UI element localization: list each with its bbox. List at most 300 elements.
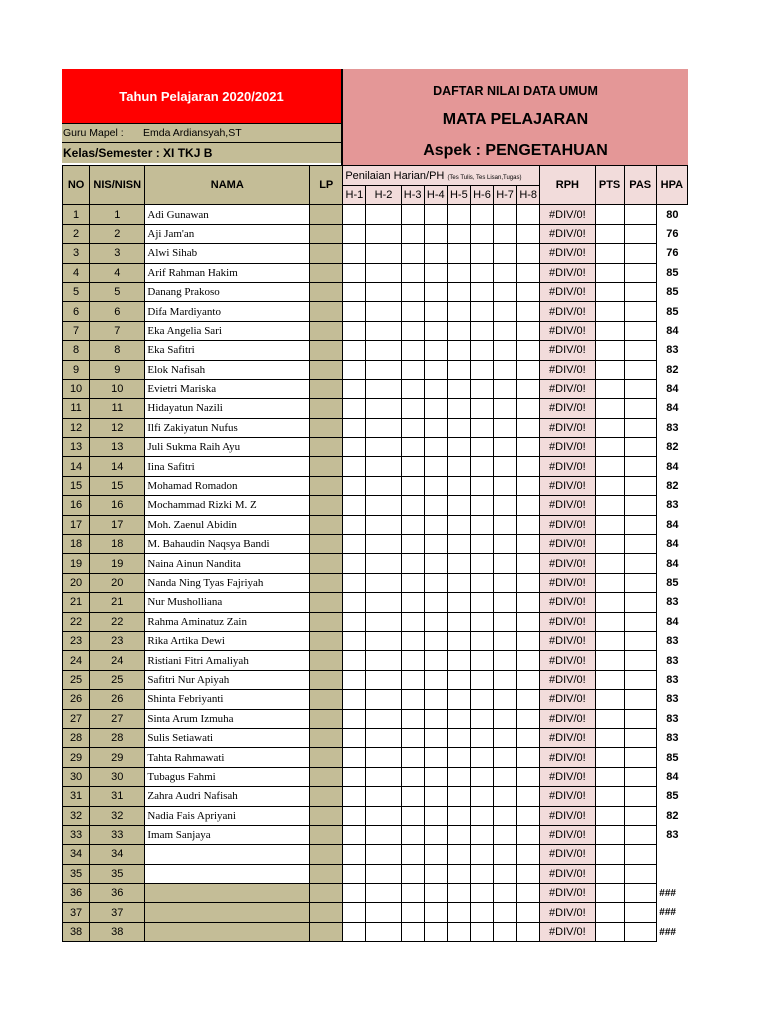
row-pas[interactable] [624,321,656,340]
row-h-4[interactable] [424,418,447,437]
row-nama[interactable]: Rahma Aminatuz Zain [145,612,310,631]
row-h-4[interactable] [424,535,447,554]
row-h-4[interactable] [424,748,447,767]
row-lp[interactable] [310,806,343,825]
row-h-5[interactable] [447,282,470,301]
row-pts[interactable] [595,612,624,631]
row-nama[interactable]: Zahra Audri Nafisah [145,787,310,806]
row-h-7[interactable] [494,418,517,437]
row-pas[interactable] [624,787,656,806]
row-pts[interactable] [595,728,624,747]
row-h-6[interactable] [470,884,493,903]
row-h-1[interactable] [343,593,366,612]
row-h-7[interactable] [494,360,517,379]
row-h-6[interactable] [470,224,493,243]
row-h-6[interactable] [470,922,493,941]
row-pts[interactable] [595,457,624,476]
row-h-4[interactable] [424,224,447,243]
row-h-5[interactable] [447,515,470,534]
row-pas[interactable] [624,825,656,844]
row-pts[interactable] [595,670,624,689]
row-pas[interactable] [624,864,656,883]
row-pts[interactable] [595,418,624,437]
row-h-5[interactable] [447,244,470,263]
row-h-7[interactable] [494,379,517,398]
row-nama[interactable]: Danang Prakoso [145,282,310,301]
row-lp[interactable] [310,263,343,282]
row-h-8[interactable] [517,418,540,437]
row-h-7[interactable] [494,457,517,476]
row-h-1[interactable] [343,787,366,806]
row-nama[interactable]: Alwi Sihab [145,244,310,263]
row-h-7[interactable] [494,321,517,340]
row-h-7[interactable] [494,728,517,747]
row-h-5[interactable] [447,399,470,418]
row-lp[interactable] [310,767,343,786]
row-nama[interactable]: Evietri Mariska [145,379,310,398]
row-h-7[interactable] [494,282,517,301]
row-pts[interactable] [595,903,624,922]
row-h-7[interactable] [494,651,517,670]
row-h-4[interactable] [424,767,447,786]
row-pts[interactable] [595,302,624,321]
row-h-4[interactable] [424,787,447,806]
row-h-7[interactable] [494,438,517,457]
row-pas[interactable] [624,224,656,243]
row-h-6[interactable] [470,244,493,263]
row-h-7[interactable] [494,806,517,825]
row-lp[interactable] [310,205,343,224]
row-h-8[interactable] [517,825,540,844]
row-lp[interactable] [310,496,343,515]
row-h-2[interactable] [366,360,401,379]
row-lp[interactable] [310,476,343,495]
row-h-1[interactable] [343,263,366,282]
row-pas[interactable] [624,612,656,631]
row-h-8[interactable] [517,884,540,903]
row-h-4[interactable] [424,825,447,844]
row-h-6[interactable] [470,748,493,767]
row-h-2[interactable] [366,903,401,922]
row-h-5[interactable] [447,476,470,495]
row-h-4[interactable] [424,806,447,825]
row-nama[interactable] [145,922,310,941]
row-h-5[interactable] [447,418,470,437]
row-h-6[interactable] [470,825,493,844]
row-nama[interactable]: Shinta Febriyanti [145,690,310,709]
row-pas[interactable] [624,631,656,650]
row-nama[interactable]: Hidayatun Nazili [145,399,310,418]
row-pts[interactable] [595,438,624,457]
row-h-3[interactable] [401,728,424,747]
row-h-8[interactable] [517,690,540,709]
row-nama[interactable]: Tahta Rahmawati [145,748,310,767]
row-h-2[interactable] [366,244,401,263]
row-nama[interactable]: Arif Rahman Hakim [145,263,310,282]
row-h-2[interactable] [366,457,401,476]
row-h-8[interactable] [517,438,540,457]
row-pts[interactable] [595,825,624,844]
row-lp[interactable] [310,282,343,301]
row-lp[interactable] [310,709,343,728]
row-h-5[interactable] [447,573,470,592]
row-h-4[interactable] [424,728,447,747]
row-pas[interactable] [624,903,656,922]
row-h-4[interactable] [424,864,447,883]
row-nama[interactable] [145,903,310,922]
row-pas[interactable] [624,360,656,379]
row-h-7[interactable] [494,709,517,728]
row-lp[interactable] [310,748,343,767]
row-h-6[interactable] [470,593,493,612]
row-pas[interactable] [624,709,656,728]
row-pas[interactable] [624,379,656,398]
row-pas[interactable] [624,593,656,612]
row-h-4[interactable] [424,515,447,534]
row-h-5[interactable] [447,903,470,922]
row-h-5[interactable] [447,341,470,360]
row-h-7[interactable] [494,845,517,864]
row-h-6[interactable] [470,496,493,515]
row-h-5[interactable] [447,728,470,747]
row-h-8[interactable] [517,903,540,922]
row-pts[interactable] [595,709,624,728]
row-lp[interactable] [310,845,343,864]
row-h-3[interactable] [401,496,424,515]
row-lp[interactable] [310,418,343,437]
row-h-3[interactable] [401,476,424,495]
row-h-4[interactable] [424,884,447,903]
row-nama[interactable]: Sinta Arum Izmuha [145,709,310,728]
row-h-4[interactable] [424,709,447,728]
row-h-2[interactable] [366,399,401,418]
row-h-1[interactable] [343,399,366,418]
row-pas[interactable] [624,748,656,767]
row-lp[interactable] [310,321,343,340]
row-lp[interactable] [310,631,343,650]
row-h-4[interactable] [424,399,447,418]
row-h-4[interactable] [424,476,447,495]
row-h-5[interactable] [447,709,470,728]
row-pas[interactable] [624,399,656,418]
row-h-8[interactable] [517,379,540,398]
row-h-7[interactable] [494,515,517,534]
row-h-1[interactable] [343,806,366,825]
row-h-8[interactable] [517,864,540,883]
row-h-3[interactable] [401,263,424,282]
row-h-8[interactable] [517,321,540,340]
row-nama[interactable]: Mochammad Rizki M. Z [145,496,310,515]
row-pas[interactable] [624,457,656,476]
row-h-5[interactable] [447,457,470,476]
row-h-2[interactable] [366,593,401,612]
row-h-6[interactable] [470,903,493,922]
row-h-7[interactable] [494,787,517,806]
row-h-6[interactable] [470,263,493,282]
row-h-4[interactable] [424,457,447,476]
row-pas[interactable] [624,767,656,786]
row-h-2[interactable] [366,341,401,360]
row-pas[interactable] [624,263,656,282]
row-h-8[interactable] [517,476,540,495]
row-h-8[interactable] [517,205,540,224]
row-h-2[interactable] [366,787,401,806]
row-h-4[interactable] [424,263,447,282]
row-h-2[interactable] [366,651,401,670]
row-h-5[interactable] [447,806,470,825]
row-h-3[interactable] [401,418,424,437]
row-h-6[interactable] [470,360,493,379]
row-h-5[interactable] [447,496,470,515]
row-pts[interactable] [595,690,624,709]
row-h-8[interactable] [517,651,540,670]
row-h-1[interactable] [343,496,366,515]
row-h-1[interactable] [343,244,366,263]
row-nama[interactable] [145,864,310,883]
row-h-4[interactable] [424,903,447,922]
row-h-7[interactable] [494,302,517,321]
row-h-1[interactable] [343,535,366,554]
row-h-6[interactable] [470,670,493,689]
row-h-7[interactable] [494,573,517,592]
row-h-6[interactable] [470,302,493,321]
row-h-1[interactable] [343,728,366,747]
row-nama[interactable]: Juli Sukma Raih Ayu [145,438,310,457]
row-h-6[interactable] [470,282,493,301]
row-h-3[interactable] [401,224,424,243]
row-h-2[interactable] [366,302,401,321]
row-pts[interactable] [595,515,624,534]
row-h-8[interactable] [517,360,540,379]
row-pts[interactable] [595,360,624,379]
row-h-6[interactable] [470,554,493,573]
row-pts[interactable] [595,922,624,941]
row-h-2[interactable] [366,709,401,728]
row-pts[interactable] [595,845,624,864]
row-nama[interactable]: Safitri Nur Apiyah [145,670,310,689]
row-h-6[interactable] [470,651,493,670]
row-pts[interactable] [595,573,624,592]
row-h-7[interactable] [494,825,517,844]
row-h-6[interactable] [470,728,493,747]
row-h-4[interactable] [424,496,447,515]
row-h-6[interactable] [470,690,493,709]
row-h-5[interactable] [447,825,470,844]
row-h-5[interactable] [447,670,470,689]
row-h-6[interactable] [470,864,493,883]
row-h-1[interactable] [343,438,366,457]
row-h-2[interactable] [366,748,401,767]
row-nama[interactable]: Nanda Ning Tyas Fajriyah [145,573,310,592]
row-pts[interactable] [595,224,624,243]
row-h-3[interactable] [401,806,424,825]
row-h-4[interactable] [424,360,447,379]
row-lp[interactable] [310,787,343,806]
row-h-1[interactable] [343,341,366,360]
row-nama[interactable]: Eka Angelia Sari [145,321,310,340]
row-h-6[interactable] [470,205,493,224]
row-lp[interactable] [310,535,343,554]
row-pas[interactable] [624,341,656,360]
row-h-4[interactable] [424,341,447,360]
row-h-3[interactable] [401,922,424,941]
row-nama[interactable] [145,845,310,864]
row-pts[interactable] [595,321,624,340]
row-pas[interactable] [624,922,656,941]
row-lp[interactable] [310,922,343,941]
row-h-7[interactable] [494,244,517,263]
row-h-7[interactable] [494,864,517,883]
row-pas[interactable] [624,651,656,670]
row-h-6[interactable] [470,321,493,340]
row-h-4[interactable] [424,690,447,709]
row-h-8[interactable] [517,535,540,554]
row-h-5[interactable] [447,767,470,786]
row-h-4[interactable] [424,670,447,689]
row-h-3[interactable] [401,438,424,457]
row-h-6[interactable] [470,379,493,398]
row-h-3[interactable] [401,825,424,844]
row-h-1[interactable] [343,554,366,573]
row-lp[interactable] [310,399,343,418]
row-h-2[interactable] [366,263,401,282]
row-h-7[interactable] [494,922,517,941]
row-h-3[interactable] [401,321,424,340]
row-h-7[interactable] [494,903,517,922]
row-lp[interactable] [310,515,343,534]
row-h-8[interactable] [517,244,540,263]
row-h-4[interactable] [424,321,447,340]
row-h-1[interactable] [343,573,366,592]
row-h-8[interactable] [517,282,540,301]
row-h-2[interactable] [366,573,401,592]
row-h-2[interactable] [366,825,401,844]
row-h-8[interactable] [517,515,540,534]
row-h-1[interactable] [343,845,366,864]
row-h-8[interactable] [517,631,540,650]
row-h-3[interactable] [401,302,424,321]
row-h-8[interactable] [517,263,540,282]
row-h-5[interactable] [447,302,470,321]
row-h-5[interactable] [447,554,470,573]
row-pts[interactable] [595,263,624,282]
row-h-5[interactable] [447,535,470,554]
row-h-5[interactable] [447,845,470,864]
row-h-2[interactable] [366,690,401,709]
row-h-8[interactable] [517,748,540,767]
row-lp[interactable] [310,379,343,398]
row-h-5[interactable] [447,631,470,650]
row-h-2[interactable] [366,864,401,883]
row-h-6[interactable] [470,612,493,631]
row-pas[interactable] [624,515,656,534]
row-h-7[interactable] [494,767,517,786]
row-pts[interactable] [595,282,624,301]
row-h-3[interactable] [401,399,424,418]
row-nama[interactable]: Sulis Setiawati [145,728,310,747]
row-h-6[interactable] [470,457,493,476]
row-h-7[interactable] [494,748,517,767]
row-h-8[interactable] [517,224,540,243]
row-h-5[interactable] [447,205,470,224]
row-h-4[interactable] [424,379,447,398]
row-h-8[interactable] [517,670,540,689]
row-pts[interactable] [595,554,624,573]
row-lp[interactable] [310,903,343,922]
row-lp[interactable] [310,224,343,243]
row-h-8[interactable] [517,728,540,747]
row-pas[interactable] [624,244,656,263]
row-lp[interactable] [310,360,343,379]
row-nama[interactable]: Nadia Fais Apriyani [145,806,310,825]
row-lp[interactable] [310,341,343,360]
row-h-4[interactable] [424,651,447,670]
row-pts[interactable] [595,787,624,806]
row-h-7[interactable] [494,593,517,612]
row-h-8[interactable] [517,496,540,515]
row-pas[interactable] [624,554,656,573]
row-h-5[interactable] [447,593,470,612]
row-h-1[interactable] [343,515,366,534]
row-h-1[interactable] [343,360,366,379]
row-nama[interactable]: Adi Gunawan [145,205,310,224]
row-h-3[interactable] [401,573,424,592]
row-pts[interactable] [595,593,624,612]
row-h-7[interactable] [494,690,517,709]
row-h-5[interactable] [447,612,470,631]
row-h-2[interactable] [366,554,401,573]
row-h-3[interactable] [401,845,424,864]
row-h-7[interactable] [494,535,517,554]
row-h-4[interactable] [424,205,447,224]
row-h-4[interactable] [424,302,447,321]
row-h-8[interactable] [517,341,540,360]
row-h-1[interactable] [343,864,366,883]
row-h-5[interactable] [447,379,470,398]
row-h-5[interactable] [447,922,470,941]
row-pas[interactable] [624,728,656,747]
row-h-3[interactable] [401,612,424,631]
row-h-1[interactable] [343,825,366,844]
row-h-3[interactable] [401,535,424,554]
row-pas[interactable] [624,884,656,903]
row-h-7[interactable] [494,631,517,650]
row-pts[interactable] [595,244,624,263]
row-pas[interactable] [624,690,656,709]
row-pas[interactable] [624,302,656,321]
row-pts[interactable] [595,884,624,903]
row-pas[interactable] [624,418,656,437]
row-lp[interactable] [310,593,343,612]
row-h-1[interactable] [343,651,366,670]
row-h-3[interactable] [401,282,424,301]
row-h-2[interactable] [366,515,401,534]
row-h-7[interactable] [494,612,517,631]
row-h-6[interactable] [470,787,493,806]
row-h-8[interactable] [517,302,540,321]
row-h-1[interactable] [343,631,366,650]
row-h-5[interactable] [447,651,470,670]
row-h-6[interactable] [470,515,493,534]
row-lp[interactable] [310,651,343,670]
row-h-6[interactable] [470,767,493,786]
row-h-5[interactable] [447,263,470,282]
row-h-2[interactable] [366,670,401,689]
row-h-1[interactable] [343,476,366,495]
row-h-1[interactable] [343,302,366,321]
row-h-2[interactable] [366,845,401,864]
row-h-2[interactable] [366,282,401,301]
